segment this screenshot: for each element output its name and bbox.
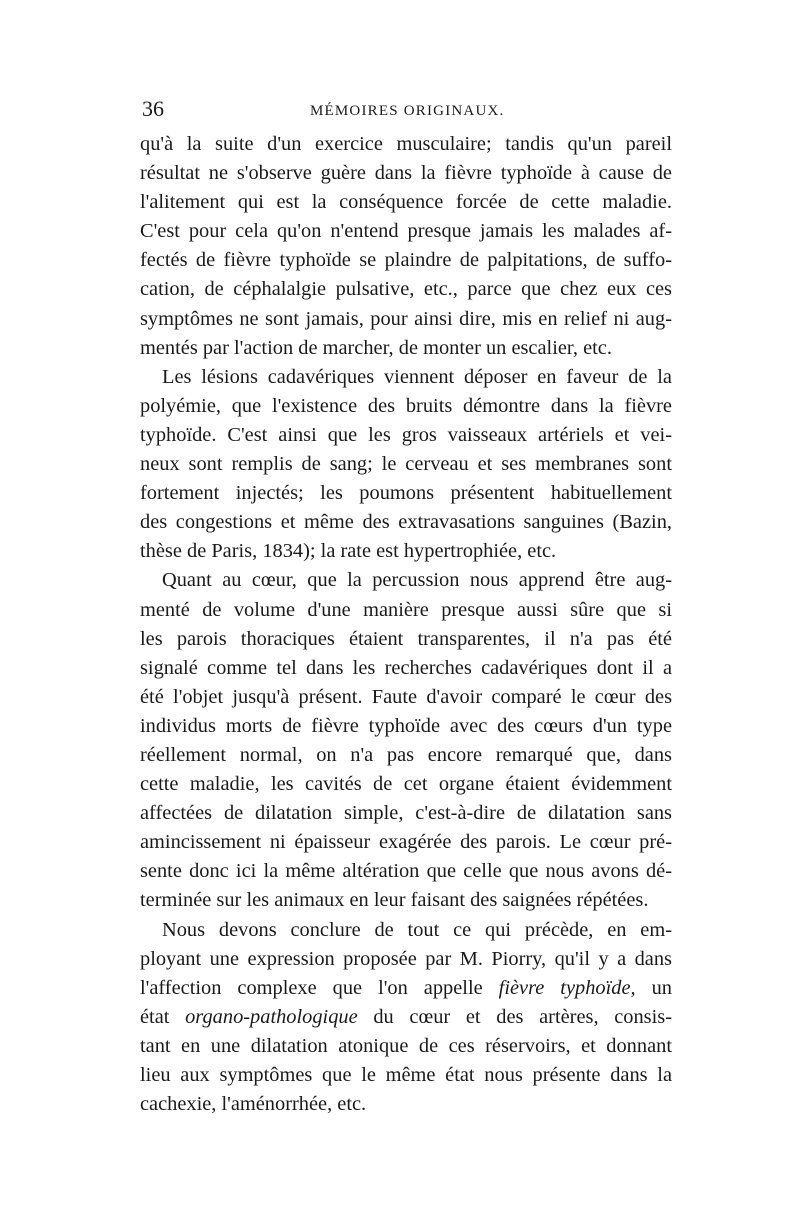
text-line: cachexie, l'aménorrhée, etc. bbox=[140, 1093, 367, 1116]
text-run: état bbox=[140, 1005, 186, 1028]
page-number: 36 bbox=[142, 96, 164, 121]
text-line: thèse de Paris, 1834); la rate est hypertrophiée, etc. bbox=[140, 540, 557, 563]
paragraph-first-line: Les lésions cadavériques viennent déposer en faveur de la bbox=[162, 365, 672, 388]
italic-term: fièvre typhoïde, bbox=[498, 976, 636, 999]
text-line: mentés par l'action de marcher, de monter un escalier, etc. bbox=[140, 336, 612, 359]
text-line: été l'objet jusqu'à présent. Faute d'avoir comparé le cœur des bbox=[140, 685, 672, 708]
text-line: typhoïde. C'est ainsi que les gros vaisseaux artériels et vei- bbox=[140, 423, 672, 446]
text-line: l'alitement qui est la conséquence forcée de cette maladie. bbox=[140, 191, 672, 214]
paragraph-first-line: Nous devons conclure de tout ce qui précède, en em- bbox=[162, 918, 672, 941]
body-text bbox=[140, 130, 672, 1119]
text-line: qu'à la suite d'un exercice musculaire; tandis qu'un pareil bbox=[140, 133, 672, 155]
text-line: polyémie, que l'existence des bruits démontre dans la fièvre bbox=[140, 394, 672, 417]
text-line: ployant une expression proposée par M. Piorry, qu'il y a dans bbox=[140, 947, 672, 970]
text-line: terminée sur les animaux en leur faisant des saignées répétées. bbox=[140, 889, 649, 912]
text-run: du cœur et des artères, consis- bbox=[357, 1005, 672, 1028]
text-line: neux sont remplis de sang; le cerveau et ses membranes sont bbox=[140, 453, 672, 476]
text-line: cette maladie, les cavités de cet organe étaient évidemment bbox=[140, 773, 672, 796]
text-line: signalé comme tel dans les recherches cadavériques dont il a bbox=[140, 656, 672, 679]
text-line bbox=[140, 1003, 672, 1032]
text-line: symptômes ne sont jamais, pour ainsi dire, mis en relief ni aug- bbox=[140, 307, 672, 330]
text-line: cation, de céphalalgie pulsative, etc., parce que chez eux ces bbox=[140, 278, 672, 301]
text-line: C'est pour cela qu'on n'entend presque jamais les malades af- bbox=[140, 220, 672, 243]
page-header bbox=[142, 94, 670, 124]
text-line: affectées de dilatation simple, c'est-à-dire de dilatation sans bbox=[140, 802, 672, 825]
text-line: les parois thoraciques étaient transparentes, il n'a pas été bbox=[140, 627, 672, 650]
text-line: amincissement ni épaisseur exagérée des parois. Le cœur pré- bbox=[140, 831, 672, 854]
text-line: menté de volume d'une manière presque aussi sûre que si bbox=[140, 598, 672, 621]
running-title: MÉMOIRES ORIGINAUX. bbox=[310, 103, 505, 119]
text-line: réellement normal, on n'a pas encore remarqué que, dans bbox=[140, 743, 672, 766]
text-line: lieu aux symptômes que le même état nous présente dans la bbox=[140, 1064, 672, 1086]
text-line: sente donc ici la même altération que celle que nous avons dé- bbox=[140, 860, 672, 883]
text-line bbox=[140, 974, 672, 1003]
italic-term: organo-pathologique bbox=[185, 1005, 358, 1028]
paragraph-first-line: Quant au cœur, que la percussion nous apprend être aug- bbox=[162, 569, 672, 592]
text-line: fortement injectés; les poumons présentent habituellement bbox=[140, 482, 672, 505]
text-line: individus morts de fièvre typhoïde avec des cœurs d'un type bbox=[140, 714, 672, 737]
text-line: des congestions et même des extravasations sanguines (Bazin, bbox=[140, 511, 672, 534]
text-run: l'affection complexe que l'on appelle bbox=[140, 976, 499, 999]
text-run: un bbox=[635, 976, 672, 999]
text-line: résultat ne s'observe guère dans la fièvre typhoïde à cause de bbox=[140, 162, 672, 185]
text-line: tant en une dilatation atonique de ces réservoirs, et donnant bbox=[140, 1034, 672, 1057]
text-line: fectés de fièvre typhoïde se plaindre de palpitations, de suffo- bbox=[140, 249, 672, 272]
